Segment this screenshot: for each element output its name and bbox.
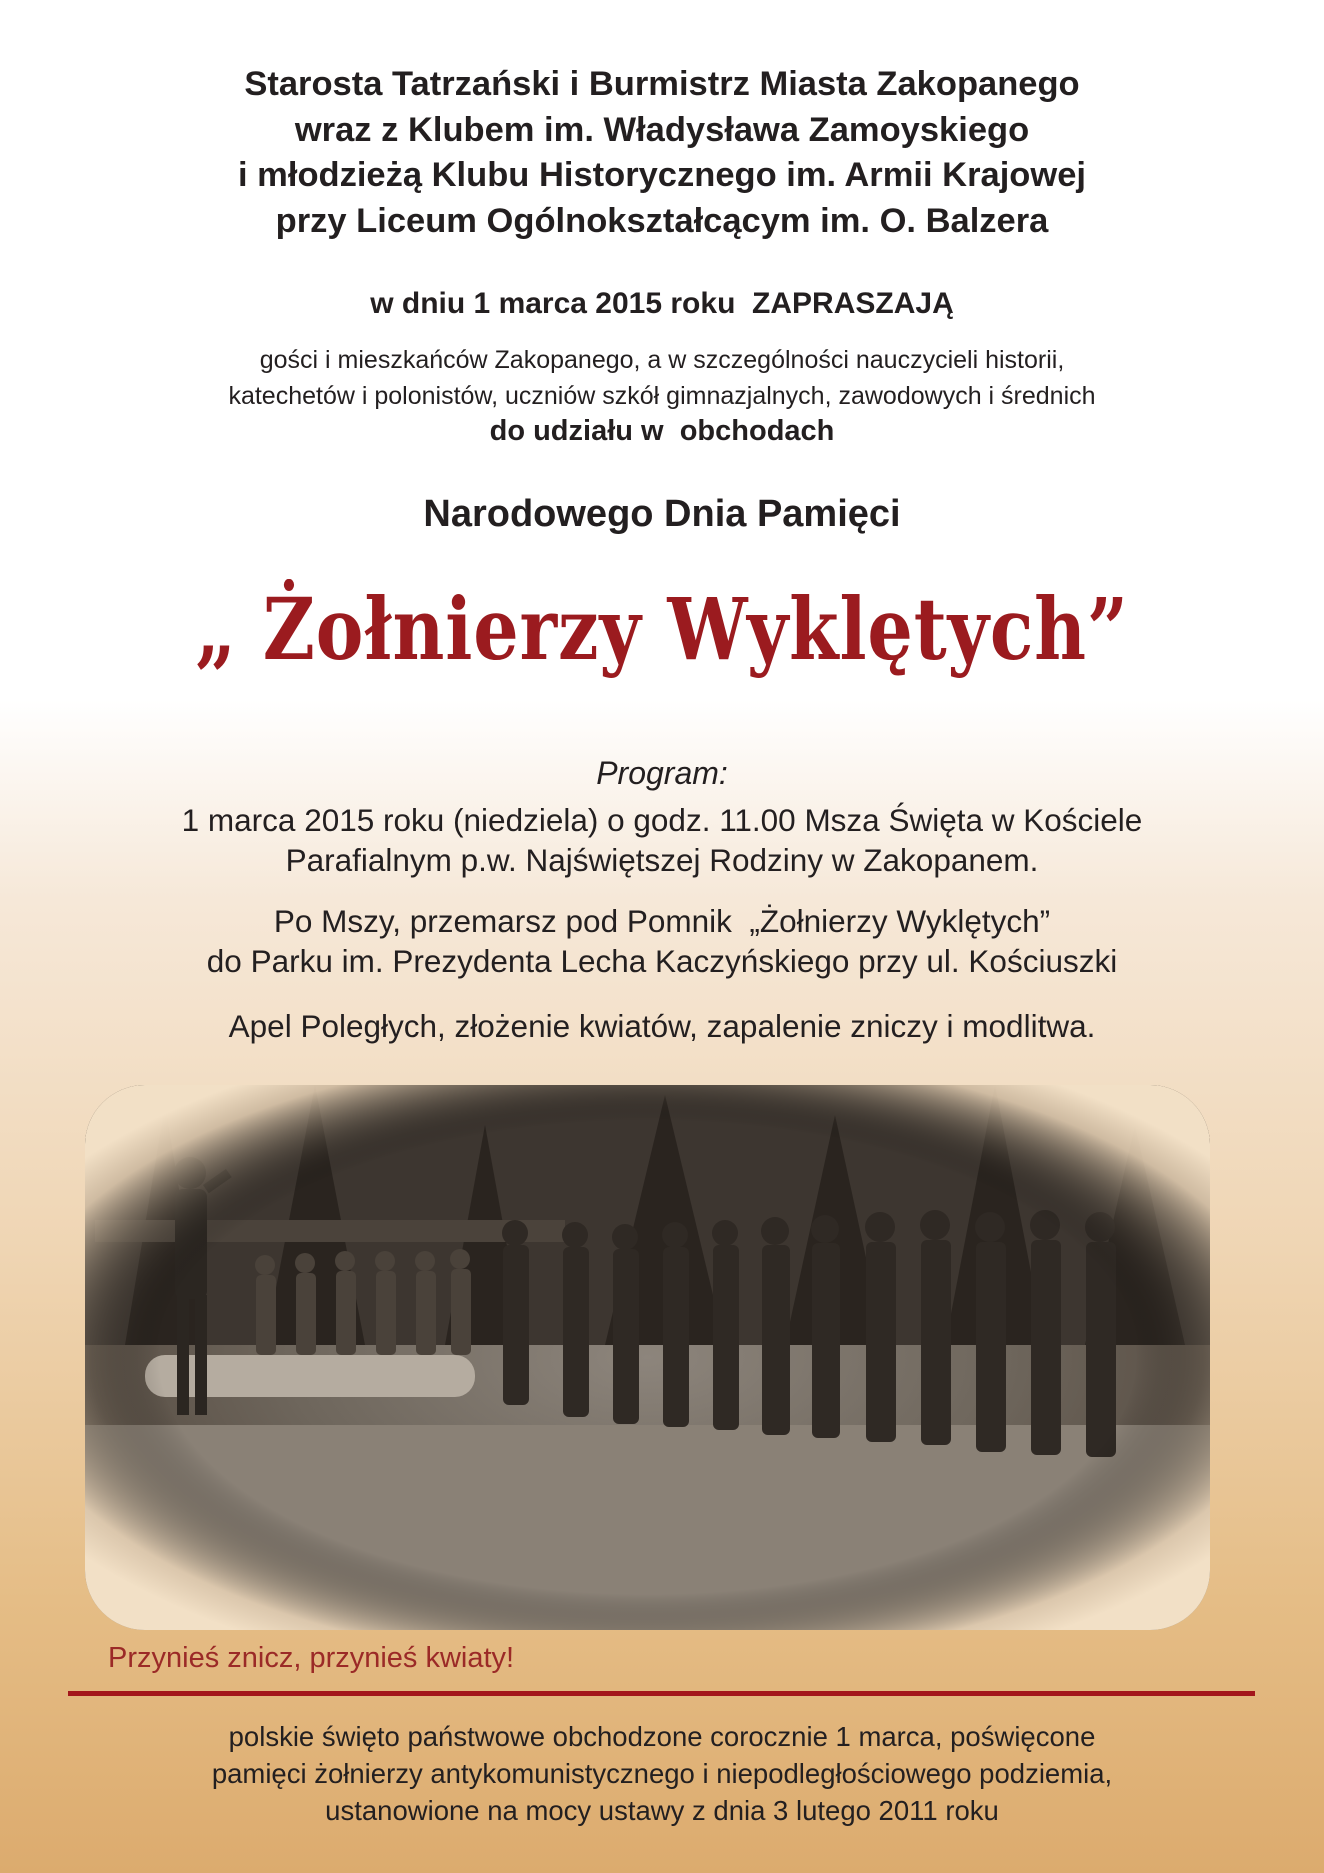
organizers-line-3: i młodzieżą Klubu Historycznego im. Armii Krajowej <box>238 156 1086 194</box>
day-title: Narodowego Dnia Pamięci <box>423 493 901 535</box>
footer-line-1: polskie święto państwowe obchodzone corocznie 1 marca, poświęcone <box>228 1721 1096 1752</box>
photo-vignette <box>85 1085 1210 1630</box>
program-item-march-line-1: Po Mszy, przemarsz pod Pomnik „Żołnierzy Wyklętych” <box>273 903 1051 939</box>
invitation-line: w dniu 1 marca 2015 roku ZAPRASZAJĄ <box>370 287 954 320</box>
program-item-march <box>0 901 1324 981</box>
main-title: „ Żołnierzy Wyklętych” <box>195 580 1129 680</box>
guests-line-2: katechetów i polonistów, uczniów szkół gimnazjalnych, zawodowych i średnich <box>228 382 1096 410</box>
program-item-mass-line-1: 1 marca 2015 roku (niedziela) o godz. 11.00 Msza Święta w Kościele <box>181 802 1143 838</box>
slogan: Przynieś znicz, przynieś kwiaty! <box>108 1642 515 1674</box>
organizers-line-4: przy Liceum Ogólnokształcącym im. O. Balzera <box>275 201 1049 240</box>
footer-line-3: ustanowione na mocy ustawy z dnia 3 lutego 2011 roku <box>325 1795 999 1826</box>
program-item-ceremony: Apel Poległych, złożenie kwiatów, zapalenie zniczy i modlitwa. <box>228 1008 1096 1044</box>
historical-photo <box>85 1085 1210 1630</box>
organizers-line-2: wraz z Klubem im. Władysława Zamoyskiego <box>294 110 1030 149</box>
footer-block <box>0 1718 1324 1829</box>
photo-illustration <box>85 1085 1210 1630</box>
guests-line-1: gości i mieszkańców Zakopanego, a w szczególności nauczycieli historii, <box>259 346 1065 374</box>
participation-line: do udziału w obchodach <box>489 415 835 447</box>
guests-block <box>0 342 1324 414</box>
program-label: Program: <box>596 755 728 791</box>
program-item-mass <box>0 800 1324 880</box>
program-item-march-line-2: do Parku im. Prezydenta Lecha Kaczyńskiego przy ul. Kościuszki <box>206 943 1118 979</box>
divider-rule <box>68 1691 1255 1696</box>
organizers-block <box>0 62 1324 244</box>
program-item-mass-line-2: Parafialnym p.w. Najświętszej Rodziny w Zakopanem. <box>285 842 1039 878</box>
footer-line-2: pamięci żołnierzy antykomunistycznego i niepodległościowego podziemia, <box>211 1758 1113 1789</box>
organizers-line-1: Starosta Tatrzański i Burmistrz Miasta Zakopanego <box>244 65 1080 103</box>
